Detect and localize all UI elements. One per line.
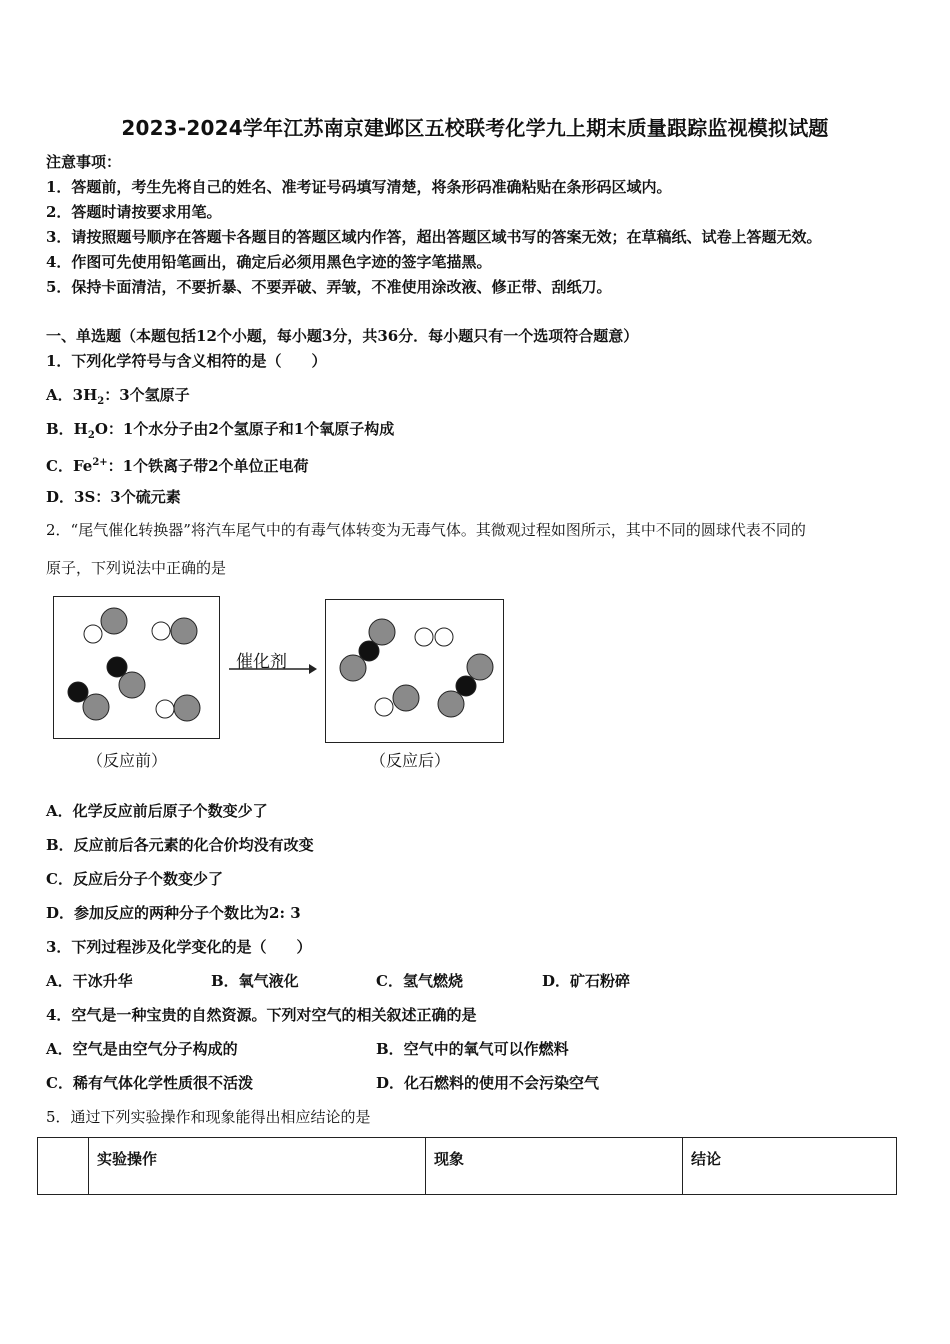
q1-option-d: D．3S：3个硫元素 [46, 488, 181, 506]
reaction-arrow-icon [229, 662, 319, 676]
q2-stem-line1: 2．“尾气催化转换器”将汽车尾气中的有毒气体转变为无毒气体。其微观过程如图所示，其中不同的圆球代表不同的 [46, 521, 806, 539]
atom-white [415, 628, 433, 646]
atom-black [68, 682, 88, 702]
figure-before-box [53, 596, 220, 739]
molecules-before [54, 597, 219, 738]
page-title: 2023-2024学年江苏南京建邺区五校联考化学九上期末质量跟踪监视模拟试题 [121, 116, 829, 140]
q3-stem: 3．下列过程涉及化学变化的是（ ） [46, 938, 312, 956]
molecules-after [326, 600, 503, 742]
arrow-label: 催化剂 [236, 652, 287, 672]
q2-option-b: B．反应前后各元素的化合价均没有改变 [46, 836, 314, 854]
atom-grey [438, 691, 464, 717]
notice-item-5: 5．保持卡面清洁，不要折暴、不要弄破、弄皱，不准使用涂改液、修正带、刮纸刀。 [46, 278, 612, 296]
q1-c-prefix: C．Fe [46, 457, 93, 475]
q3-option-b: B．氧气液化 [211, 972, 299, 990]
atom-grey [393, 685, 419, 711]
notice-item-4: 4．作图可先使用铅笔画出，确定后必须用黑色字迹的签字笔描黑。 [46, 253, 492, 271]
atom-grey [171, 618, 197, 644]
notice-heading: 注意事项： [46, 153, 122, 171]
table-row [38, 1138, 897, 1195]
q1-option-c [46, 453, 309, 476]
q1-a-prefix: A．3H [46, 386, 98, 404]
atom-white [375, 698, 393, 716]
atom-white [156, 700, 174, 718]
q1-c-suffix: ：1个铁离子带2个单位正电荷 [107, 457, 309, 475]
q1-b-prefix: B．H [46, 420, 88, 438]
q3-option-c: C．氢气燃烧 [376, 972, 463, 990]
section1-heading: 一、单选题（本题包括12个小题，每小题3分，共36分．每小题只有一个选项符合题意） [46, 327, 639, 345]
figure-after-box [325, 599, 504, 743]
atom-grey [340, 655, 366, 681]
q4-option-d: D．化石燃料的使用不会污染空气 [376, 1074, 600, 1092]
table-header-conclusion: 结论 [683, 1138, 897, 1195]
q4-option-c: C．稀有气体化学性质很不活泼 [46, 1074, 253, 1092]
q3-option-d: D．矿石粉碎 [542, 972, 631, 990]
atom-grey [369, 619, 395, 645]
atom-white [152, 622, 170, 640]
q1-stem: 1．下列化学符号与含义相符的是（ ） [46, 352, 327, 370]
atom-white [435, 628, 453, 646]
atom-grey [101, 608, 127, 634]
atom-black [456, 676, 476, 696]
table-header-operation: 实验操作 [89, 1138, 426, 1195]
atom-black [107, 657, 127, 677]
q5-table [37, 1137, 897, 1195]
caption-after: （反应后） [370, 751, 451, 770]
caption-before: （反应前） [87, 751, 168, 770]
q2-option-a: A．化学反应前后原子个数变少了 [46, 802, 268, 820]
q2-stem-line2: 原子，下列说法中正确的是 [46, 559, 227, 577]
q1-option-b [46, 419, 394, 446]
q4-option-a: A．空气是由空气分子构成的 [46, 1040, 238, 1058]
q3-option-a: A．干冰升华 [46, 972, 133, 990]
q2-option-d: D．参加反应的两种分子个数比为2: 3 [46, 904, 301, 922]
atom-grey [119, 672, 145, 698]
q1-b-sub: 2 [87, 430, 95, 441]
q4-stem: 4．空气是一种宝贵的自然资源。下列对空气的相关叙述正确的是 [46, 1006, 477, 1024]
q1-a-suffix: ：3个氢原子 [104, 386, 190, 404]
atom-grey [467, 654, 493, 680]
q1-option-a [46, 385, 190, 412]
atom-grey [83, 694, 109, 720]
q2-option-c: C．反应后分子个数变少了 [46, 870, 223, 888]
table-header-phenomenon: 现象 [426, 1138, 683, 1195]
q1-b-suffix: O：1个水分子由2个氢原子和1个氧原子构成 [94, 420, 395, 438]
q4-option-b: B．空气中的氧气可以作燃料 [376, 1040, 569, 1058]
atom-white [84, 625, 102, 643]
notice-item-1: 1．答题前，考生先将自己的姓名、准考证号码填写清楚，将条形码准确粘贴在条形码区域内。 [46, 178, 672, 196]
q1-c-sup: 2+ [92, 457, 108, 468]
table-header-index [38, 1138, 89, 1195]
q5-stem: 5．通过下列实验操作和现象能得出相应结论的是 [46, 1108, 371, 1126]
atom-grey [174, 695, 200, 721]
notice-item-3: 3．请按照题号顺序在答题卡各题目的答题区域内作答，超出答题区域书写的答案无效；在草稿纸、试卷上答题无效。 [46, 228, 822, 246]
notice-item-2: 2．答题时请按要求用笔。 [46, 203, 222, 221]
q1-a-sub: 2 [97, 396, 105, 407]
